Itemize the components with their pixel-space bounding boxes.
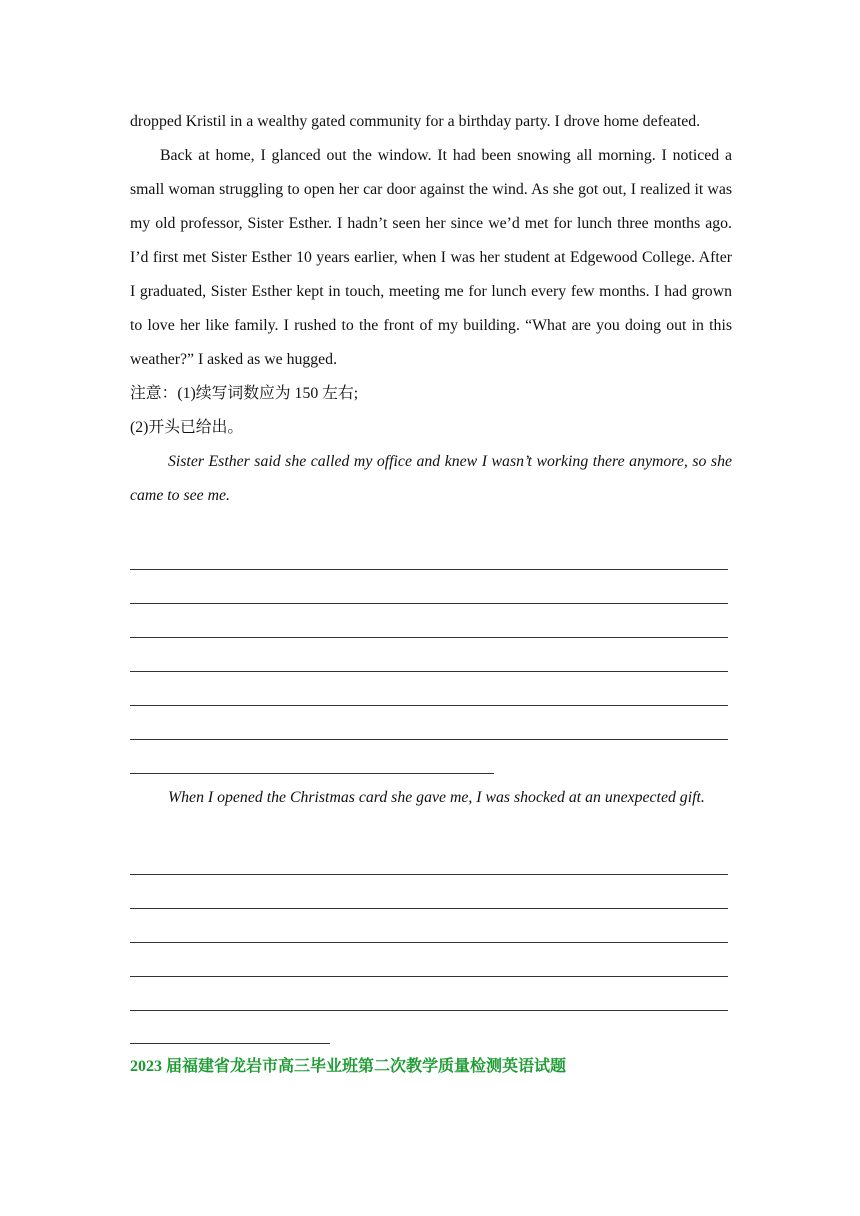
writing-line: [130, 705, 728, 706]
writing-line: [130, 874, 728, 875]
writing-line: [130, 976, 728, 977]
instruction-note-2: (2)开头已给出。: [130, 419, 244, 436]
instruction-note-1: 注意：(1)续写词数应为 150 左右;: [130, 385, 359, 402]
continuation-prompt-2: When I opened the Christmas card she gave me, I was shocked at an unexpected gift.: [168, 789, 705, 806]
writing-line: [130, 637, 728, 638]
writing-line: [130, 942, 728, 943]
writing-line-short: [130, 773, 494, 774]
continuation-block-2: [130, 781, 732, 815]
writing-line-short: [130, 1043, 330, 1044]
writing-line: [130, 569, 728, 570]
writing-line: [130, 603, 728, 604]
writing-line: [130, 1010, 728, 1011]
story-paragraph-1: dropped Kristil in a wealthy gated community for a birthday party. I drove home defeated.: [130, 113, 701, 130]
continuation-prompt-1: Sister Esther said she called my office and knew I wasn’t working there anymore, so she came to see me.: [130, 453, 732, 504]
writing-line: [130, 671, 728, 672]
writing-line: [130, 908, 728, 909]
next-exam-title: 2023 届福建省龙岩市高三毕业班第二次教学质量检测英语试题: [130, 1058, 567, 1075]
story-paragraph-2: Back at home, I glanced out the window. It had been snowing all morning. I noticed a small woman struggling to open her car door against the wind. As she got out, I realized it was my old professor, Sister Esther. I hadn’t seen her since we’d met for lunch three months ago. I’d first met Sister Esther 10 years earlier, when I was her student at Edgewood College. After I graduated, Sister Esther kept in touch, meeting me for lunch every few months. I had grown to love her like family. I rushed to the front of my building. “What are you doing out in this weather?” I asked as we hugged.: [130, 147, 732, 368]
writing-line: [130, 739, 728, 740]
story-text: [130, 105, 732, 513]
